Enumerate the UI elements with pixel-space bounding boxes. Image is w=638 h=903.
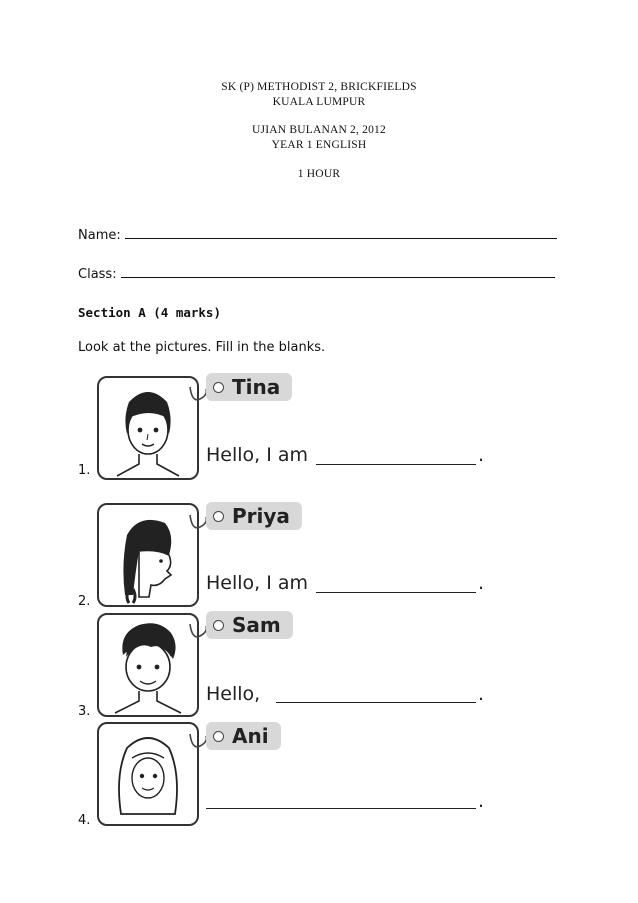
name-label: Name: bbox=[78, 228, 121, 243]
school-name: SK (P) METHODIST 2, BRICKFIELDS bbox=[221, 81, 417, 93]
sentence-4-end: . bbox=[478, 790, 485, 812]
class-field[interactable] bbox=[78, 265, 555, 282]
name-tag-4 bbox=[206, 722, 281, 750]
tag-hole-icon bbox=[213, 511, 224, 522]
section-title: Section A (4 marks) bbox=[78, 305, 221, 320]
instruction-text: Look at the pictures. Fill in the blanks. bbox=[78, 340, 326, 355]
sentence-2-end: . bbox=[478, 572, 485, 594]
name-tag-1 bbox=[206, 373, 292, 401]
picture-frame-4 bbox=[97, 722, 199, 826]
picture-frame-1 bbox=[97, 376, 199, 480]
question-number-4: 4. bbox=[78, 813, 91, 828]
name-tag-3-text: Sam bbox=[232, 613, 281, 637]
boy-portrait-icon bbox=[99, 615, 197, 715]
girl-side-portrait-icon bbox=[99, 505, 197, 605]
answer-blank-3[interactable] bbox=[276, 702, 476, 703]
exam-title: UJIAN BULANAN 2, 2012 bbox=[252, 124, 386, 136]
subject-title: YEAR 1 ENGLISH bbox=[271, 139, 367, 151]
picture-frame-3 bbox=[97, 613, 199, 717]
exam-duration: 1 HOUR bbox=[297, 168, 341, 180]
sentence-3-end: . bbox=[478, 683, 485, 705]
girl-headscarf-portrait-icon bbox=[99, 724, 197, 824]
name-line[interactable] bbox=[125, 226, 557, 239]
answer-blank-2[interactable] bbox=[316, 592, 476, 593]
sentence-2-prefix: Hello, I am bbox=[206, 572, 309, 594]
sentence-3-prefix: Hello, bbox=[206, 683, 261, 705]
tag-hole-icon bbox=[213, 731, 224, 742]
sentence-1-end: . bbox=[478, 444, 485, 466]
answer-blank-4[interactable] bbox=[206, 808, 476, 809]
name-tag-3 bbox=[206, 611, 293, 639]
answer-blank-1[interactable] bbox=[316, 464, 476, 465]
name-field[interactable] bbox=[78, 226, 557, 243]
class-label: Class: bbox=[78, 267, 117, 282]
sentence-1-prefix: Hello, I am bbox=[206, 444, 309, 466]
class-line[interactable] bbox=[121, 265, 555, 278]
city-name: KUALA LUMPUR bbox=[272, 96, 366, 108]
name-tag-1-text: Tina bbox=[232, 375, 281, 399]
name-tag-2 bbox=[206, 502, 302, 530]
picture-frame-2 bbox=[97, 503, 199, 607]
girl-portrait-icon bbox=[99, 378, 197, 478]
name-tag-2-text: Priya bbox=[232, 504, 290, 528]
question-number-3: 3. bbox=[78, 704, 91, 719]
question-number-1: 1. bbox=[78, 463, 91, 478]
tag-hole-icon bbox=[213, 620, 224, 631]
name-tag-4-text: Ani bbox=[232, 724, 269, 748]
question-number-2: 2. bbox=[78, 594, 91, 609]
tag-hole-icon bbox=[213, 382, 224, 393]
